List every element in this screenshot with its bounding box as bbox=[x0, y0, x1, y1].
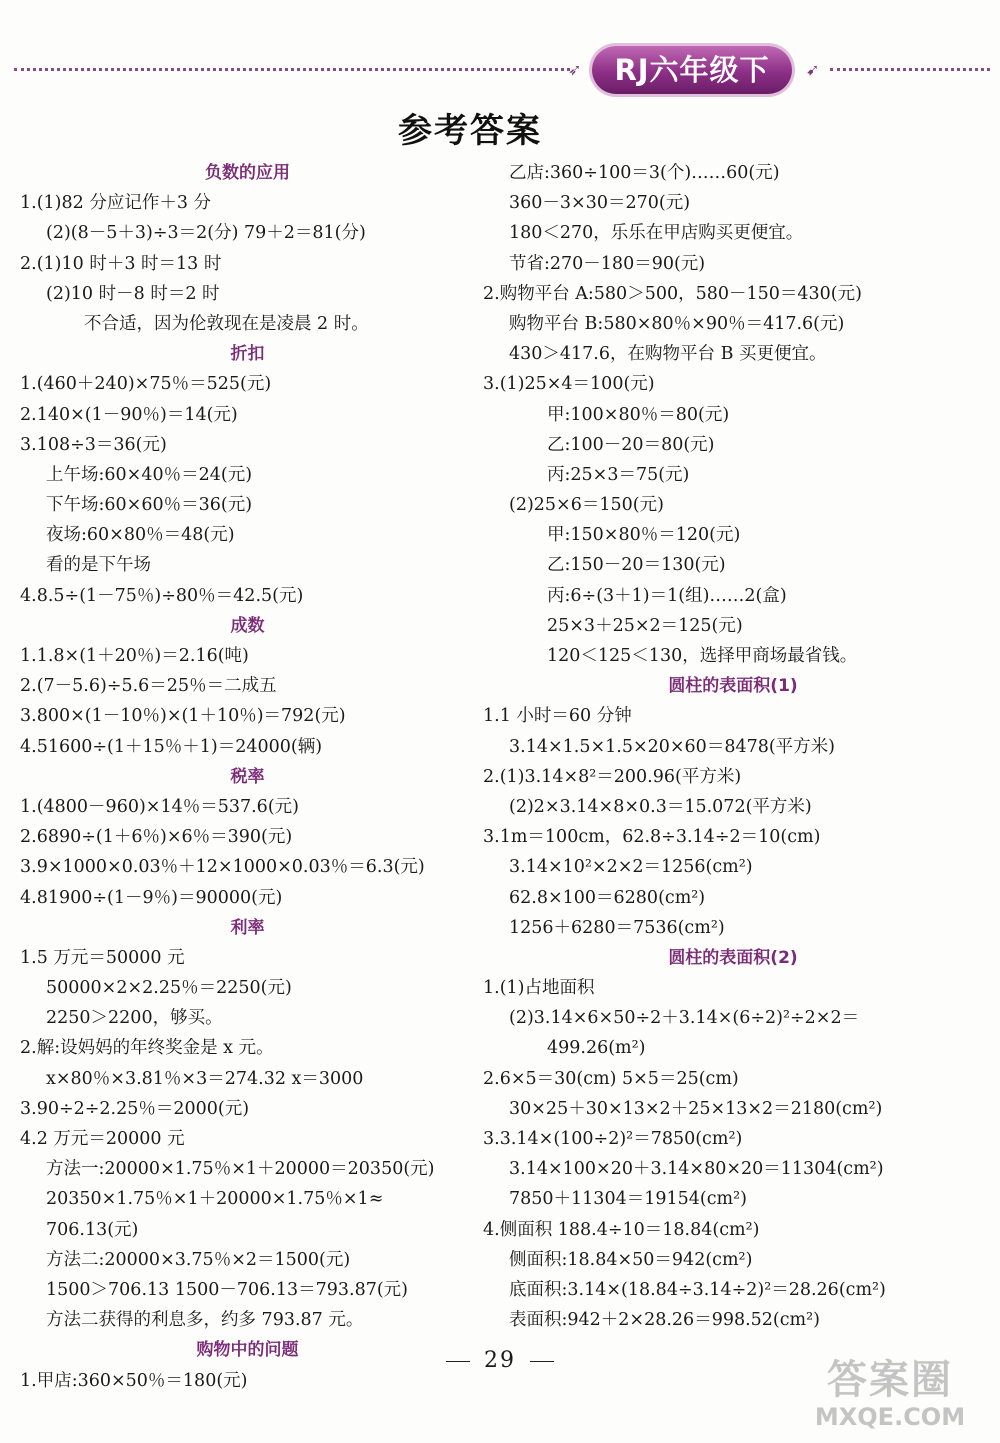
answer-line: 丙:25×3＝75(元) bbox=[547, 464, 690, 485]
answer-line: 2.6890÷(1＋6％)×6％＝390(元) bbox=[20, 827, 293, 848]
decorative-dotted-line-right bbox=[830, 68, 990, 71]
answer-line: 2.6×5＝30(cm) 5×5＝25(cm) bbox=[483, 1068, 739, 1089]
answer-line: 2.140×(1－90％)＝14(元) bbox=[20, 404, 238, 425]
answer-line: 4.81900÷(1－9％)＝90000(元) bbox=[20, 887, 283, 908]
answer-line: 3.14×100×20＋3.14×80×20＝11304(cm²) bbox=[509, 1159, 884, 1180]
answer-line: 1.1.8×(1＋20％)＝2.16(吨) bbox=[20, 646, 249, 666]
answer-line: 180＜270，乐乐在甲店购买更便宜。 bbox=[509, 223, 804, 244]
answer-line: 1.1 小时＝60 分钟 bbox=[483, 706, 632, 727]
answer-line: 乙:100－20＝80(元) bbox=[547, 434, 715, 455]
page-title: 参考答案 bbox=[398, 111, 542, 151]
answer-line: 3.3.14×(100÷2)²＝7850(cm²) bbox=[483, 1129, 743, 1149]
answer-line: 1500＞706.13 1500－706.13＝793.87(元) bbox=[46, 1279, 408, 1300]
answer-line: 3.14×1.5×1.5×20×60＝8478(平方米) bbox=[509, 736, 836, 757]
answer-line: 夜场:60×80％＝48(元) bbox=[46, 525, 235, 546]
answer-line: 1.(4800－960)×14％＝537.6(元) bbox=[20, 796, 299, 817]
arrow-left-icon: ➶ bbox=[568, 60, 582, 79]
answer-line: 1.甲店:360×50％＝180(元) bbox=[20, 1370, 248, 1391]
answer-line: 3.(1)25×4＝100(元) bbox=[483, 374, 655, 395]
answer-line: 上午场:60×40％＝24(元) bbox=[46, 464, 253, 485]
answer-line: 下午场:60×60％＝36(元) bbox=[46, 495, 253, 516]
answer-line: (2)10 时－8 时＝2 时 bbox=[46, 283, 220, 304]
answer-line: 360－3×30＝270(元) bbox=[509, 193, 691, 214]
answer-line: 430＞417.6，在购物平台 B 买更便宜。 bbox=[509, 344, 827, 365]
answer-line: (2)3.14×6×50÷2＋3.14×(6÷2)²÷2×2＝ bbox=[509, 1008, 860, 1029]
section-heading: 税率 bbox=[230, 766, 265, 787]
answer-line: 乙:150－20＝130(元) bbox=[547, 555, 726, 576]
answer-line: 30×25＋30×13×2＋25×13×2＝2180(cm²) bbox=[509, 1098, 883, 1119]
section-heading: 成数 bbox=[230, 615, 265, 636]
section-heading: 圆柱的表面积(2) bbox=[668, 947, 798, 968]
answer-line: 25×3＋25×2＝125(元) bbox=[547, 615, 743, 636]
answer-line: 2.(1)3.14×8²＝200.96(平方米) bbox=[483, 766, 742, 787]
answer-line: 侧面积:18.84×50＝942(cm²) bbox=[509, 1249, 753, 1270]
answer-line: 乙店:360÷100＝3(个)……60(元) bbox=[509, 163, 780, 183]
decorative-dotted-line-left bbox=[14, 68, 570, 71]
answer-line: 底面积:3.14×(18.84÷3.14÷2)²＝28.26(cm²) bbox=[509, 1279, 886, 1300]
section-heading: 负数的应用 bbox=[205, 163, 290, 183]
footer-dash-left bbox=[446, 1361, 470, 1362]
answer-line: 4.51600÷(1＋15％＋1)＝24000(辆) bbox=[20, 736, 323, 757]
answer-line: 3.90÷2÷2.25％＝2000(元) bbox=[20, 1098, 250, 1119]
answer-line: x×80％×3.81％×3＝274.32 x＝3000 bbox=[46, 1068, 364, 1089]
answer-line: 方法二:20000×3.75％×2＝1500(元) bbox=[46, 1249, 351, 1270]
answer-line: 3.1m＝100cm，62.8÷3.14÷2＝10(cm) bbox=[483, 827, 821, 848]
watermark-url: MXQE.COM bbox=[814, 1403, 966, 1431]
section-heading: 购物中的问题 bbox=[196, 1340, 299, 1361]
answer-line: 3.9×1000×0.03％＋12×1000×0.03％＝6.3(元) bbox=[20, 857, 425, 878]
answer-line: 20350×1.75％×1＋20000×1.75％×1≈ bbox=[46, 1189, 384, 1210]
answer-line: 706.13(元) bbox=[46, 1219, 139, 1240]
answer-column-left bbox=[20, 158, 475, 1396]
answer-line: 丙:6÷(3＋1)＝1(组)……2(盒) bbox=[547, 585, 787, 606]
answer-line: 4.2 万元＝20000 元 bbox=[20, 1129, 185, 1149]
answer-line: 2.(7－5.6)÷5.6＝25％＝二成五 bbox=[20, 676, 277, 697]
section-heading: 折扣 bbox=[230, 344, 265, 365]
grade-badge: RJ六年级下 bbox=[592, 46, 792, 94]
answer-line: (2)25×6＝150(元) bbox=[509, 495, 664, 516]
answer-line: 1.(460＋240)×75％＝525(元) bbox=[20, 374, 272, 395]
answer-line: 方法一:20000×1.75％×1＋20000＝20350(元) bbox=[46, 1159, 435, 1180]
answer-line: 3.14×10²×2×2＝1256(cm²) bbox=[509, 857, 753, 878]
answer-line: 499.26(m²) bbox=[547, 1038, 646, 1059]
section-heading: 圆柱的表面积(1) bbox=[668, 676, 798, 697]
answer-line: 2250＞2200，够买。 bbox=[46, 1008, 223, 1029]
section-heading: 利率 bbox=[230, 917, 265, 938]
answer-line: 3.800×(1－10％)×(1＋10％)＝792(元) bbox=[20, 706, 346, 727]
answer-line: 1.5 万元＝50000 元 bbox=[20, 947, 185, 968]
answer-line: 3.108÷3＝36(元) bbox=[20, 434, 167, 455]
page-header bbox=[0, 0, 1000, 110]
answer-line: 甲:150×80％＝120(元) bbox=[547, 525, 741, 546]
answer-line: 62.8×100＝6280(cm²) bbox=[509, 887, 706, 908]
footer-dash-right bbox=[530, 1361, 554, 1362]
answer-line: 2.(1)10 时＋3 时＝13 时 bbox=[20, 253, 222, 274]
answer-line: 节省:270－180＝90(元) bbox=[509, 253, 706, 274]
answer-line: 50000×2×2.25％＝2250(元) bbox=[46, 978, 292, 999]
answer-line: 看的是下午场 bbox=[46, 555, 151, 576]
answer-line: 购物平台 B:580×80％×90％＝417.6(元) bbox=[509, 313, 845, 334]
answer-line: 甲:100×80％＝80(元) bbox=[547, 404, 730, 425]
answer-line: 方法二获得的利息多，约多 793.87 元。 bbox=[46, 1310, 364, 1331]
answer-column-right bbox=[483, 158, 983, 1335]
answer-line: 4.侧面积 188.4÷10＝18.84(cm²) bbox=[483, 1219, 760, 1240]
answer-line: 不合适，因为伦敦现在是凌晨 2 时。 bbox=[84, 313, 369, 334]
watermark-logo-text: 答案圈 bbox=[827, 1357, 953, 1403]
answer-line: 表面积:942＋2×28.26＝998.52(cm²) bbox=[509, 1310, 820, 1331]
answer-line: 120＜125＜130，选择甲商场最省钱。 bbox=[547, 646, 858, 666]
answer-line: 1.(1)占地面积 bbox=[483, 978, 595, 999]
answer-line: 1256＋6280＝7536(cm²) bbox=[509, 917, 725, 938]
watermark bbox=[790, 1358, 990, 1438]
answer-line: (2)2×3.14×8×0.3＝15.072(平方米) bbox=[509, 796, 812, 817]
arrow-right-icon: ➹ bbox=[806, 60, 820, 79]
answer-line: 7850＋11304＝19154(cm²) bbox=[509, 1189, 747, 1210]
answer-line: 2.解:设妈妈的年终奖金是 x 元。 bbox=[20, 1038, 274, 1059]
answer-line: 4.8.5÷(1－75％)÷80％＝42.5(元) bbox=[20, 585, 304, 606]
page-number: 29 bbox=[484, 1348, 516, 1373]
answer-line: 1.(1)82 分应记作＋3 分 bbox=[20, 193, 212, 214]
answer-line: (2)(8－5＋3)÷3＝2(分) 79＋2＝81(分) bbox=[46, 223, 366, 244]
answer-line: 2.购物平台 A:580＞500，580－150＝430(元) bbox=[483, 283, 862, 304]
